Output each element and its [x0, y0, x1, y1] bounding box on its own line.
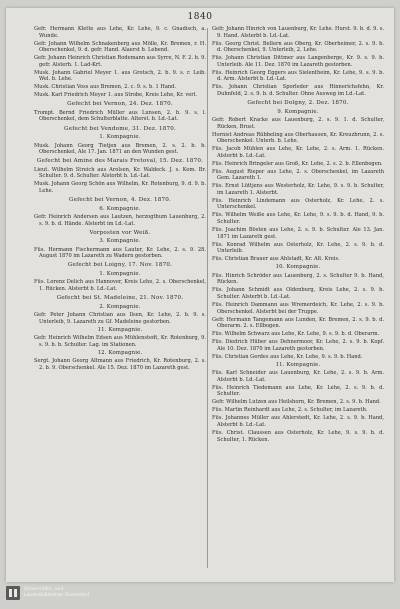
casualty-entry: Gefr. Johann Heinrich Christian Rodemann aus Syrre, N. F. 2. b. 9. gefr. Alsterb. 1. Lad-Krt. — [34, 55, 206, 68]
casualty-entry: Füs. Konrad Wilhelm aus Osterholz, Kr. Lehe, 2. s. 9. b. d. Unterleib. — [212, 241, 384, 255]
casualty-entry: Füs. Christian Brauer aus Ahlstadt, Kr. Alt. Kreis. — [212, 256, 340, 263]
casualty-entry: Gefr. Heinrich Andersen aus Lautzen, herzogthum Lauenburg, 2. s. 9. b. d. Hände. Alsterbt im Ld.-Lat. — [34, 214, 206, 227]
right-column — [212, 26, 384, 445]
section-heading: Vorposten vor Weiß. — [89, 229, 151, 236]
section-heading: Gefecht bei Loigny, 17. Nov. 1870. — [67, 262, 173, 269]
casualty-entry: Füs. Heinrich Dammann aus Wremerdeich, Kr. Lehe, 2. s. 9. b. Oberschenkel. Alsterbt bei der Truppe. — [212, 301, 384, 315]
company-heading: 6. Kompagnie. — [99, 205, 141, 212]
section-heading: Gefecht bei Vernon, 24. Dez. 1870. — [67, 101, 173, 108]
casualty-entry: Füs. Ernst Lüttjens aus Westerholz, Kr. Lehe, 9. s. 9. b. Schulter, im Lazareth 1. Alsterbt. — [212, 183, 384, 196]
left-column — [34, 26, 206, 373]
casualty-entry: Trompt. Bernd Friedrich Müller aus Lunsen, 2. b. 9. s. l. Oberschenkel, dem Schulterblatte. Alterst. b. Ld.-Lat. — [34, 109, 206, 123]
casualty-entry: Füs. Hermann Fischermann aus Lauter, Kr. Lehe, 2. s. 9. 28. August 1870 im Lazareth zu Wadern gestorben. — [34, 246, 206, 260]
company-heading: 9. Kompagnie. — [277, 108, 319, 115]
company-heading: 2. Kompagnie. — [99, 303, 141, 310]
casualty-entry: Füs. Lorenz Delich aus Hannover, Kreis Lehe, 2. s. Oberschenkel, 1. Rücken. Alsterbt b. Ld.-Lat. — [34, 279, 206, 292]
library-logo-text — [24, 587, 89, 599]
casualty-entry: Füs. Jacob Mühlen aus Lehe, Kr. Lehe, 2. s. Arm. 1. Rücken. Alsterbt b. Ld.-Lat. — [212, 146, 384, 159]
company-heading: 11. Kompagnie. — [275, 361, 321, 368]
company-heading: 11. Kompagnie. — [97, 326, 143, 333]
page-number: 1840 — [187, 12, 213, 22]
casualty-entry: Füs. Johann Christian Dittmer aus Langenberge, Kr. 9. s. 9. b. Unterleib. Ale 11. Dez. 1870 im Lazareth gestorben. — [212, 55, 384, 68]
casualty-entry: Füs. Georg Christ. Bellern aus Oberg, Kr. Oberheimer, 2. s. 9. b. d. Oberschenkel, 9. Unterleib, 2. Lehe. — [212, 40, 384, 54]
casualty-entry: Sergt. Johann Georg Altmann aus Friedrich, Kr. Rotenburg, 2. s. 2. b. 9. Oberschenkel. Ale 15. Dez. 1870 im Lazareth gest. — [34, 358, 206, 372]
casualty-entry: Musk. Johann Georg Tietjen aus Bremen, 2. s. 2. b. b. Oberschenkel, Ale 17. Jan. 1871 an den Wunden gest. — [34, 142, 206, 156]
casualty-entry: Füs. Wilhelm Schwarz aus Lehe, Kr. Lehe, 9. s. 9. b. d. Oberarm. — [212, 331, 380, 338]
company-heading: 12. Kompagnie. — [97, 349, 143, 356]
casualty-entry: Gefr. Johann Wilhelm Schnakenberg aus Mölle, Kr. Bremen, r. H. Oberschenkel, 9. d. gefr. Hand. Alaerst b. Lebend. — [34, 40, 206, 54]
casualty-entry: Füs. Heinrich Georg Eggers aus Sielentheim, Kr. Lehe, 9. s. 9. b. d. Arm. Alsterbt b. Ld.-Lat. — [212, 69, 384, 83]
casualty-entry: Füs. Johann Christian Sporleder aus Hinnerichsfehn, Kr. Duhnfeld, 2. s. 9. b. d. Schulter. Ohne Ausweg im Ld.-Lat. — [212, 84, 384, 97]
section-heading: Gefecht bei Vendome, 31. Dez. 1870. — [64, 125, 176, 132]
casualty-entry: Gefr. Johann Hinrich von Lauenburg, Kr. Lehe. Hurst. 9. b. d. 9. s. 9. Hand. Alsterbt b. Ld.-Lat. — [212, 26, 384, 39]
library-logo-line-2: Landesbibliothek Düsseldorf — [24, 593, 90, 598]
company-heading: 10. Kompagnie. — [275, 264, 321, 271]
company-heading: 3. Kompagnie. — [99, 238, 141, 245]
library-logo-line-1: Universitäts- und — [24, 587, 64, 592]
company-heading: 1. Kompagnie. — [99, 270, 141, 277]
casualty-entry: Füs. Johannes Müller aus Ahlerstedt, Kr. Lehe, 2. s. 9. b. Hand, Alsterbt b. Ld.-Lat. — [212, 415, 384, 428]
section-heading: Gefecht bei Dolgny, 2. Dez. 1870. — [247, 100, 349, 106]
casualty-entry: Gefr. Wilhelm Lutzen aus Heilshorn, Kr. Bremen, 2. s. 9. b. Hand. — [212, 399, 381, 406]
casualty-entry: Füs. Joachim Bösten aus Lehe, 2. s. 9. b. Schulter. Ale 13. Jan. 1871 im Lazareth gest. — [212, 227, 384, 240]
casualty-entry: Füs. Karl Schneider aus Lauenburg, Kr. Lehe, 2. s. 9. b. Arm. Alsterbt b. Ld.-Lat. — [212, 370, 384, 383]
column-divider — [207, 28, 208, 568]
library-logo — [6, 586, 89, 600]
casualty-entry: Musk. Karl Friedrich Meyer 1. aus Strobe, Kreis Lehe, Kr. verl. — [34, 92, 197, 99]
casualty-entry: Füs. Christ. Claussen aus Osterholz, Kr. Lehe, 9. s. 9. b. d. Schulter, 1. Rücken. — [212, 429, 384, 443]
casualty-entry: Füs. Hinrich Schröder aus Lauenburg, 2. s. Schulter 9. b. Hand, Rücken. — [212, 272, 384, 286]
casualty-entry: Füs. August Rieper aus Lehe, 2. s. Oberschenkel, im Lazareth Gem. Lazareth 1. — [212, 168, 384, 182]
library-logo-icon — [6, 586, 20, 600]
casualty-entry: Füs. Heinrich Lindemann aus Osterholz, Kr. Lehe, 2. s. Unterschenkel. — [212, 197, 384, 211]
casualty-entry: Füs. Martin Reinhardt aus Lehe, 2. s. Schulter, im Lazareth. — [212, 407, 368, 414]
section-heading: Gefecht bei Amine des Marais Fretoval, 15. Dez. 1870. — [36, 158, 204, 165]
casualty-entry: Füs. Diedrich Hüber aus Dehnermoor, Kr. Lehe, 2. s. 9. b. Kopf. Ale 10. Dez. 1870 im Lazareth gestorben. — [212, 339, 384, 352]
casualty-entry: Gefr. Heinrich Wilhelm Edsen aus Mühlenstedt, Kr. Rotenburg, 9. s. 9. b. b. Schulter. Lag. im Stationen. — [34, 335, 206, 348]
casualty-entry: Hornist Andreas Rübbeling aus Oberhausen, Kr. Kreuzbrunn, 2. s. Oberschenkel. Unterb. b. Lehe. — [212, 131, 384, 145]
company-heading: 1. Kompagnie. — [99, 134, 141, 141]
casualty-entry: Füs. Heinrich Tiedemann aus Lehe, Kr. Lehe, 2. s. 9. b. d. Schulter. — [212, 384, 384, 398]
document-page — [6, 8, 394, 582]
section-heading: Gefecht bei St. Madeleine, 21. Nov. 1870. — [56, 295, 184, 302]
casualty-entry: Füs. Johann Schmidt aus Oldenburg, Kreis Lehe, 2. s. 9. b. Schulter. Alsterbt b. Ld.-Lat. — [212, 287, 384, 300]
casualty-entry: Lieut. Wilhelm Streich aus Arolsen, Kr. Waldeck. J. s. Kom. Br. Schulter. 9. d. Schulter. Alstorbt b. Ld.-Lat. — [34, 166, 206, 180]
casualty-entry: Musk. Johann Georg Schön aus Wilhelm, Kr. Rotenburg, 9. d. 9. b. Lehe. — [34, 181, 206, 194]
casualty-entry: Gefr. Peter Johann Christian aus Ilsen, Kr. Lehe, 2. b. 9. s. Unterleib, 9. Lazareth zu Gf. Madeleine gestorben. — [34, 312, 206, 325]
casualty-entry: Füs. Christian Gerdes aus Lehe, Kr. Lehe, 9. s. 9. b. Hand. — [212, 353, 363, 360]
casualty-entry: Gefr. Hermann Tangemann aus Lunden, Kr. Bremen, 2. s. 9. b. d. Oberarm. 2. s. Ellbogen. — [212, 316, 384, 330]
casualty-entry: Musk. Christian Voss aus Bremen, 2. c. 9. s. b. 1 Hand. — [34, 84, 177, 91]
casualty-entry: Gefr. Robert Kracke aus Lauenburg, 2. s. 9. 1. d. Schulter, Rücken, Brust. — [212, 117, 384, 130]
casualty-entry: Füs. Heinrich Bringeler aus Groß, Kr. Lehe, 2. s. 2. b. Ellenbogen. — [212, 160, 383, 167]
casualty-entry: Gefr. Hermann Klette aus Lehe, Kr. Lehe, 9. c. Gnadisch, a. Wunde. — [34, 26, 206, 39]
casualty-entry: Musk. Johann Gabriel Meyer 1. aus Grotsch, 2. b. 9. s. r. Leib. Wel. b. Lehe. — [34, 69, 206, 83]
casualty-entry: Füs. Wilhelm Weiße aus Lehe, Kr. Lehe, 9. s. 9. b. d. Hand, 9. b. Schulter. — [212, 212, 384, 226]
section-heading: Gefecht bei Vernon, 4. Dez. 1870. — [68, 197, 172, 204]
